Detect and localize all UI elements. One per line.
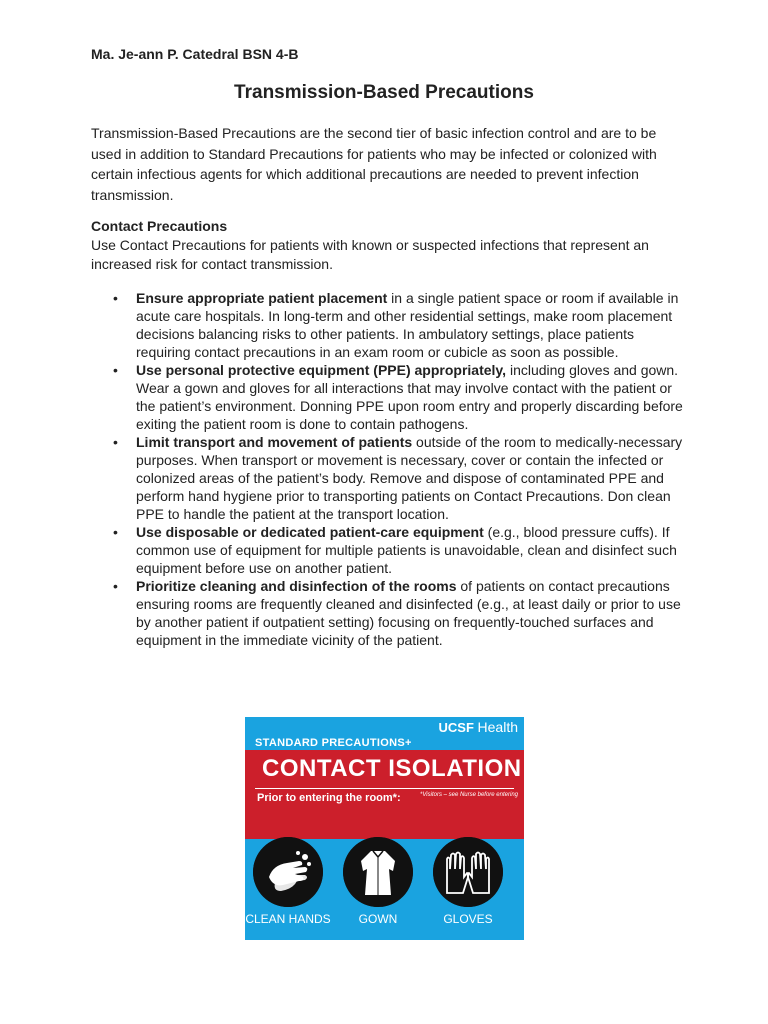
visitors-note: *Visitors – see Nurse before entering [420, 792, 518, 798]
prior-to-entering-text: Prior to entering the room*: [257, 792, 401, 804]
bullet-bold: Limit transport and movement of patients [136, 434, 413, 450]
author-line: Ma. Je-ann P. Catedral BSN 4-B [91, 46, 299, 62]
bullet-dot: • [113, 290, 118, 306]
gloves-label: GLOVES [443, 912, 493, 926]
bullet-bold: Use disposable or dedicated patient-care equipment [136, 524, 484, 540]
gown-label: GOWN [358, 912, 398, 926]
ucsf-health-logo [439, 719, 518, 735]
bullet-bold: Prioritize cleaning and disinfection of the rooms [136, 578, 457, 594]
bullet-text: outside of the room to medically-necessary purposes. When transport or movement is necessary, cover or contain the infected or colonized areas of the patient’s body. Remove and dispose of contaminated PPE and perform hand hygiene prior to transporting patients on Contact Precautions. Don clean PPE to handle the patient at the transport location. [136, 434, 683, 522]
contact-isolation-sign [245, 717, 524, 940]
standard-precautions-label: STANDARD PRECAUTIONS+ [255, 737, 412, 749]
gloves-icon [433, 837, 503, 907]
banner-divider [255, 788, 514, 789]
bullet-text: of patients on contact precautions ensuring rooms are frequently cleaned and disinfected (e.g., at least daily or prior to use by another patient if outpatient setting) focusing on frequently-touched surfaces and equipment in the immediate vicinity of the patient. [136, 578, 681, 648]
list-item [91, 361, 683, 433]
section-heading-contact: Contact Precautions [91, 218, 228, 234]
list-item [91, 433, 683, 523]
bullet-text: (e.g., blood pressure cuffs). If common use of equipment for multiple patients is unavoidable, clean and disinfect such equipment before use on another patient. [136, 524, 677, 576]
brand-health: Health [477, 719, 518, 735]
list-item [91, 577, 683, 649]
intro-paragraph: Transmission-Based Precautions are the second tier of basic infection control and are to be used in addition to Standard Precautions for patients who may be infected or colonized with certain infectious agents for which additional precautions are needed to prevent infection transmission. [91, 125, 657, 203]
bullet-bold: Use personal protective equipment (PPE) appropriately, [136, 362, 507, 378]
clean-hands-icon [253, 837, 323, 907]
bullet-bold: Ensure appropriate patient placement [136, 290, 388, 306]
bullet-text: in a single patient space or room if available in acute care hospitals. In long-term and other residential settings, make room placement decisions balancing risks to other patients. In ambulatory settings, place patients requiring contact precautions in an exam room or cubicle as soon as possible. [136, 290, 679, 360]
page-title: Transmission-Based Precautions [234, 82, 534, 103]
section-intro-contact: Use Contact Precautions for patients with known or suspected infections that represent an increased risk for contact transmission. [91, 237, 649, 272]
bullet-text: including gloves and gown. Wear a gown and gloves for all interactions that may involve contact with the patient or the patient’s environment. Donning PPE upon room entry and properly discarding before exiting the patient room is done to contain pathogens. [136, 362, 683, 432]
list-item [91, 289, 683, 361]
precaution-list [91, 289, 683, 649]
bullet-dot: • [113, 362, 118, 378]
contact-isolation-heading: CONTACT ISOLATION [262, 755, 522, 782]
clean-hands-label: CLEAN HANDS [245, 912, 331, 926]
list-item [91, 523, 683, 577]
bullet-dot: • [113, 578, 118, 594]
gown-icon [343, 837, 413, 907]
brand-ucsf: UCSF [438, 720, 474, 735]
bullet-dot: • [113, 434, 118, 450]
bullet-dot: • [113, 524, 118, 540]
